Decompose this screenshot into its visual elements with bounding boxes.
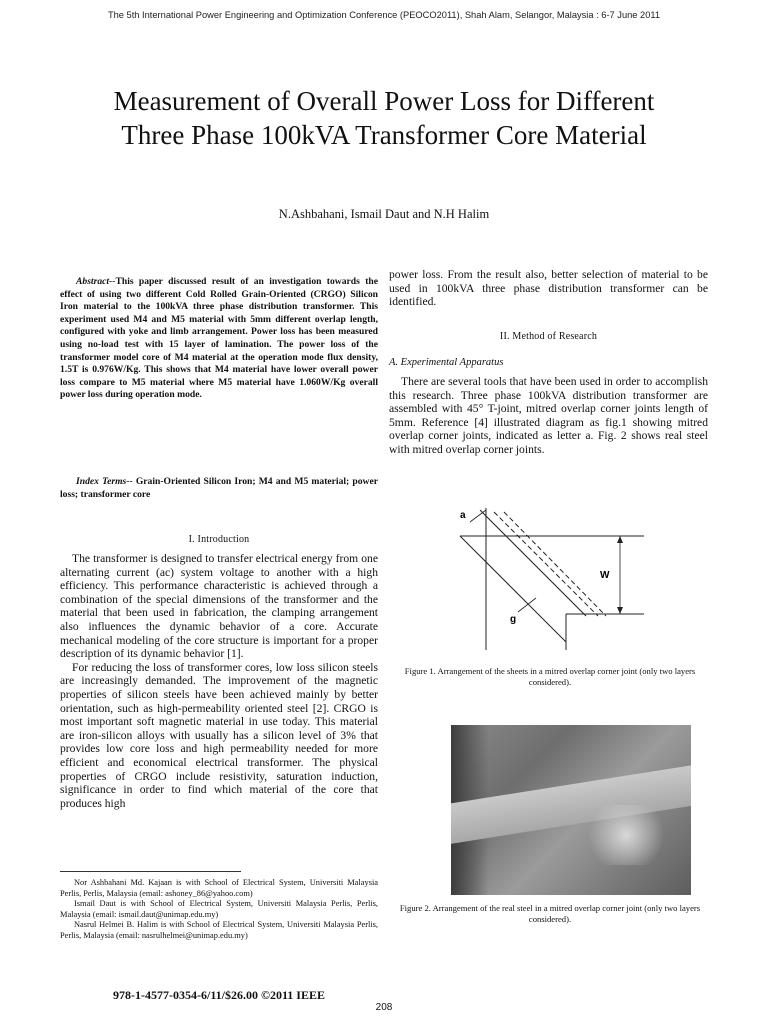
- continuation-paragraph: [389, 268, 708, 309]
- introduction-paragraph: The transformer is designed to transfer electrical energy from one alternating current (ac) system voltage to another with a high efficiency. This performance characteristic is achieved through a combination of the special dimensions of the transformer and the material that been used in fabrication, the clamping arrangement also influences the dynamic behavior of a core. Accurate mechanical modeling of the core structure is important for a proper description of its dynamic behavior [1].: [60, 552, 378, 661]
- page-number: 208: [375, 1002, 393, 1013]
- abstract: [60, 276, 378, 402]
- figure-1-caption: Figure 1. Arrangement of the sheets in a mitred overlap corner joint (only two layers considered).: [404, 666, 696, 687]
- section-heading-introduction: I. Introduction: [188, 534, 250, 545]
- footnote: Nor Ashbahani Md. Kajaan is with School of Electrical System, Universiti Malaysia Perlis, Perlis, Malaysia (email: ashoney_86@yahoo.com): [60, 878, 378, 898]
- apparatus-body: [389, 375, 708, 457]
- figure-2-caption: Figure 2. Arrangement of the real steel in a mitred overlap corner joint (only two layers considered).: [399, 903, 701, 924]
- conference-header: The 5th International Power Engineering and Optimization Conference (PEOCO2011), Shah Alam, Selangor, Malaysia : 6-7 June 2011: [107, 10, 661, 20]
- introduction-body: [60, 552, 378, 810]
- dimension-w-arrowhead: [617, 607, 623, 614]
- label-w: W: [600, 570, 610, 581]
- abstract-lead: Abstract--: [76, 276, 116, 287]
- apparatus-paragraph: There are several tools that have been used in order to accomplish this research. Three phase 100kVA distribution transformer are assembled with 45° T-joint, mitred overlap corner joints length of 5mm. Reference [4] illustrated diagram as fig.1 showing mitred overlap corner joints, indicated as letter a. Fig. 2 shows real steel with mitred overlap corner joints.: [389, 375, 708, 456]
- overlap-dashed-line: [494, 512, 598, 616]
- abstract-text: This paper discussed result of an investigation towards the effect of using two different Cold Rolled Grain-Oriented (CRGO) Silicon Iron material to the 100kVA three phase distribution transformer. This experiment used M4 and M5 material with 5mm different overlap length, configured with yoke and limb arrangement. Power loss has been measured using no-load test with 15 layer of lamination. The power loss of the transformer model core of M4 material at the operation mode flux density, 1.5T is 0.976W/Kg. This shows that M4 material have lower overall power loss compare to M5 material where M5 material have 1.060W/Kg overall power loss during operation mode.: [60, 276, 378, 401]
- photo-highlight: [581, 805, 671, 865]
- dimension-a-arrow: [470, 510, 486, 522]
- label-g: g: [510, 614, 517, 625]
- paper-title: Measurement of Overall Power Loss for Different Three Phase 100kVA Transformer Core Material: [113, 86, 655, 150]
- mitre-line: [460, 536, 566, 642]
- copyright-notice: 978-1-4577-0354-6/11/$26.00 ©2011 IEEE: [113, 988, 325, 1002]
- figure-1-diagram: [448, 500, 648, 650]
- footnote: Nasrul Helmei B. Halim is with School of Electrical System, Universiti Malaysia Perlis, Perlis, Malaysia (email: nasrulhelmei@unimap.edu.my): [60, 920, 378, 940]
- footnote-divider: [60, 871, 241, 872]
- footnote: Ismail Daut is with School of Electrical System, Universiti Malaysia Perlis, Perlis, Malaysia (email: ismail.daut@unimap.edu.my): [60, 899, 378, 919]
- index-terms: [60, 476, 378, 501]
- footnotes: [60, 878, 378, 941]
- author-list: N.Ashbahani, Ismail Daut and N.H Halim: [278, 207, 490, 221]
- index-terms-text: Grain-Oriented Silicon Iron; M4 and M5 material; power loss; transformer core: [60, 476, 378, 500]
- overlap-dashed-line: [504, 512, 606, 616]
- label-a: a: [460, 510, 466, 521]
- dimension-w-arrowhead: [617, 536, 623, 543]
- section-heading-method: II. Method of Research: [499, 331, 598, 342]
- continuation-text: power loss. From the result also, better selection of material to be used in 100kVA three phase distribution transformer can be identified.: [389, 268, 708, 309]
- figure-2-photo: [451, 725, 691, 895]
- index-terms-lead: Index Terms--: [76, 476, 133, 487]
- introduction-paragraph: For reducing the loss of transformer cores, low loss silicon steels are increasingly demanded. The improvement of the magnetic properties of silicon steels have been achieved mainly by better orientation, such as high-permeability oriented steel [2]. CRGO is most important soft magnetic material in use today. This material are iron-silicon alloys with usually has a silicon level of 3% that provides low core loss and high permeability needed for more efficient and economical electrical transformer. The physical properties of CRGO include resistivity, saturation induction, significance in order to find which material of the core that produces high: [60, 660, 378, 810]
- subsection-heading-apparatus: A. Experimental Apparatus: [389, 357, 504, 368]
